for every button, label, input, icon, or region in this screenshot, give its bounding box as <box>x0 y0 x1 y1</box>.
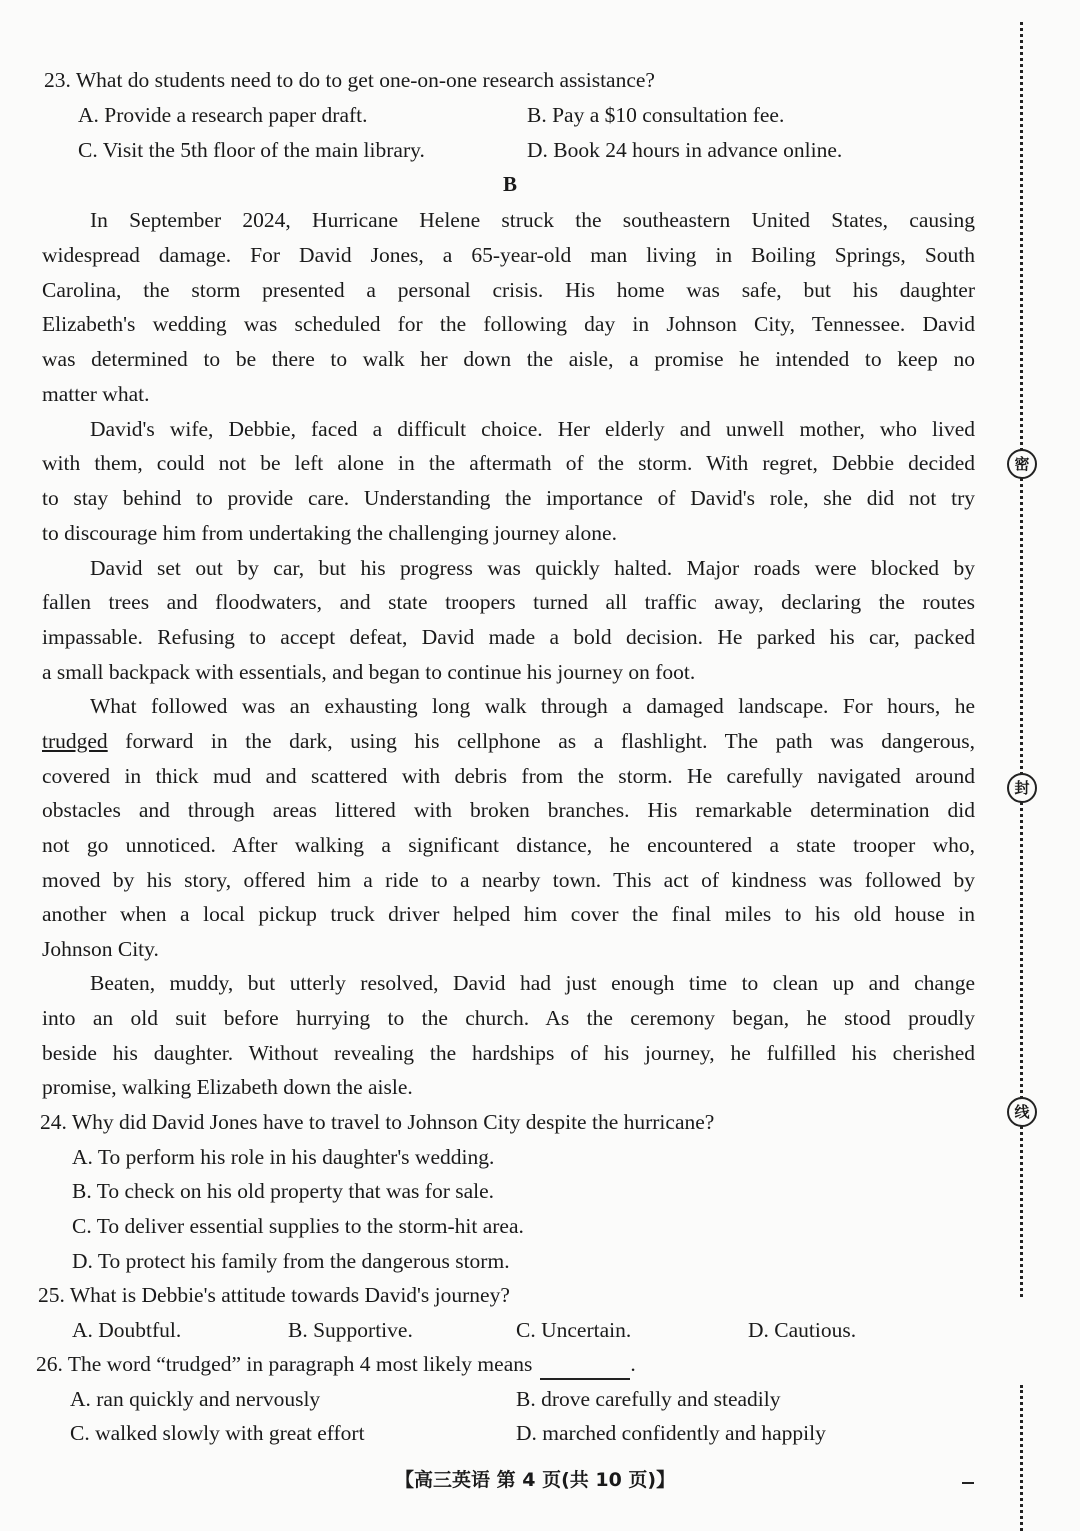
seal-mark-mi: 密 <box>1007 449 1037 479</box>
passage-line: moved by his story, offered him a ride to a nearby town. This act of kindness was followed by <box>42 868 975 892</box>
passage-line: Johnson City. <box>42 937 159 961</box>
passage-line: into an old suit before hurrying to the church. As the ceremony began, he stood proudly <box>42 1006 975 1030</box>
passage-line: impassable. Refusing to accept defeat, David made a bold decision. He parked his car, packed <box>42 625 975 649</box>
q26-option-c: C. walked slowly with great effort <box>70 1421 365 1445</box>
passage-line: What followed was an exhausting long walk through a damaged landscape. For hours, he <box>90 694 975 718</box>
q24-option-b: B. To check on his old property that was for sale. <box>72 1179 495 1203</box>
passage-line: to stay behind to provide care. Understanding the importance of David's role, she did not try <box>42 486 975 510</box>
q23-option-a: A. Provide a research paper draft. <box>78 103 368 127</box>
passage-line: obstacles and through areas littered with broken branches. His remarkable determination did <box>42 798 975 822</box>
passage-line: a small backpack with essentials, and began to continue his journey on foot. <box>42 660 696 684</box>
passage-line: not go unnoticed. After walking a significant distance, he encountered a state trooper who, <box>42 833 975 857</box>
seal-mark-xian: 线 <box>1007 1097 1037 1127</box>
q23-question: 23. What do students need to do to get one-on-one research assistance? <box>44 68 655 92</box>
footer-dash <box>962 1482 974 1484</box>
passage-line: In September 2024, Hurricane Helene struck the southeastern United States, causing <box>90 208 975 232</box>
section-label: B <box>503 172 518 196</box>
q23-option-c: C. Visit the 5th floor of the main library. <box>78 138 425 162</box>
passage-line: Beaten, muddy, but utterly resolved, David had just enough time to clean up and change <box>90 971 975 995</box>
underlined-word-trudged: trudged <box>42 729 108 753</box>
q24-option-d: D. To protect his family from the dangerous storm. <box>72 1249 510 1273</box>
q24-question: 24. Why did David Jones have to travel to Johnson City despite the hurricane? <box>40 1110 715 1134</box>
q25-option-b: B. Supportive. <box>288 1318 413 1342</box>
passage-line: covered in thick mud and scattered with debris from the storm. He carefully navigated around <box>42 764 975 788</box>
q26-option-b: B. drove carefully and steadily <box>516 1387 781 1411</box>
passage-line: widespread damage. For David Jones, a 65-year-old man living in Boiling Springs, South <box>42 243 975 267</box>
passage-line: with them, could not be left alone in the aftermath of the storm. With regret, Debbie decided <box>42 451 975 475</box>
passage-line: to discourage him from undertaking the challenging journey alone. <box>42 521 617 545</box>
q26-question: 26. The word “trudged” in paragraph 4 most likely means . <box>36 1350 636 1380</box>
q23-option-b: B. Pay a $10 consultation fee. <box>527 103 785 127</box>
passage-line: was determined to be there to walk her down the aisle, a promise he intended to keep no <box>42 347 975 371</box>
q25-option-c: C. Uncertain. <box>516 1318 632 1342</box>
passage-line: Elizabeth's wedding was scheduled for the following day in Johnson City, Tennessee. David <box>42 312 975 336</box>
page-footer: 【高三英语 第 4 页(共 10 页)】 <box>395 1469 676 1491</box>
answer-blank <box>540 1350 630 1380</box>
q25-option-d: D. Cautious. <box>748 1318 857 1342</box>
q23-option-d: D. Book 24 hours in advance online. <box>527 138 843 162</box>
passage-line: beside his daughter. Without revealing the hardships of his journey, he fulfilled his cherished <box>42 1041 975 1065</box>
q26-option-d: D. marched confidently and happily <box>516 1421 826 1445</box>
passage-line: another when a local pickup truck driver helped him cover the final miles to his old house in <box>42 902 975 926</box>
q26-option-a: A. ran quickly and nervously <box>70 1387 321 1411</box>
passage-line: fallen trees and floodwaters, and state troopers turned all traffic away, declaring the routes <box>42 590 975 614</box>
q25-question: 25. What is Debbie's attitude towards David's journey? <box>38 1283 510 1307</box>
q24-option-c: C. To deliver essential supplies to the storm-hit area. <box>72 1214 524 1238</box>
q25-option-a: A. Doubtful. <box>72 1318 182 1342</box>
passage-line: matter what. <box>42 382 150 406</box>
q24-option-a: A. To perform his role in his daughter's wedding. <box>72 1145 495 1169</box>
seal-mark-feng: 封 <box>1007 773 1037 803</box>
passage-line: David set out by car, but his progress was quickly halted. Major roads were blocked by <box>90 556 975 580</box>
passage-line: trudged forward in the dark, using his cellphone as a flashlight. The path was dangerous, <box>42 729 976 753</box>
passage-line: promise, walking Elizabeth down the aisle. <box>42 1075 413 1099</box>
passage-line: David's wife, Debbie, faced a difficult choice. Her elderly and unwell mother, who lived <box>90 417 975 441</box>
binding-dotted-line-lower <box>1020 1385 1023 1531</box>
passage-line: Carolina, the storm presented a personal crisis. His home was safe, but his daughter <box>42 278 975 302</box>
